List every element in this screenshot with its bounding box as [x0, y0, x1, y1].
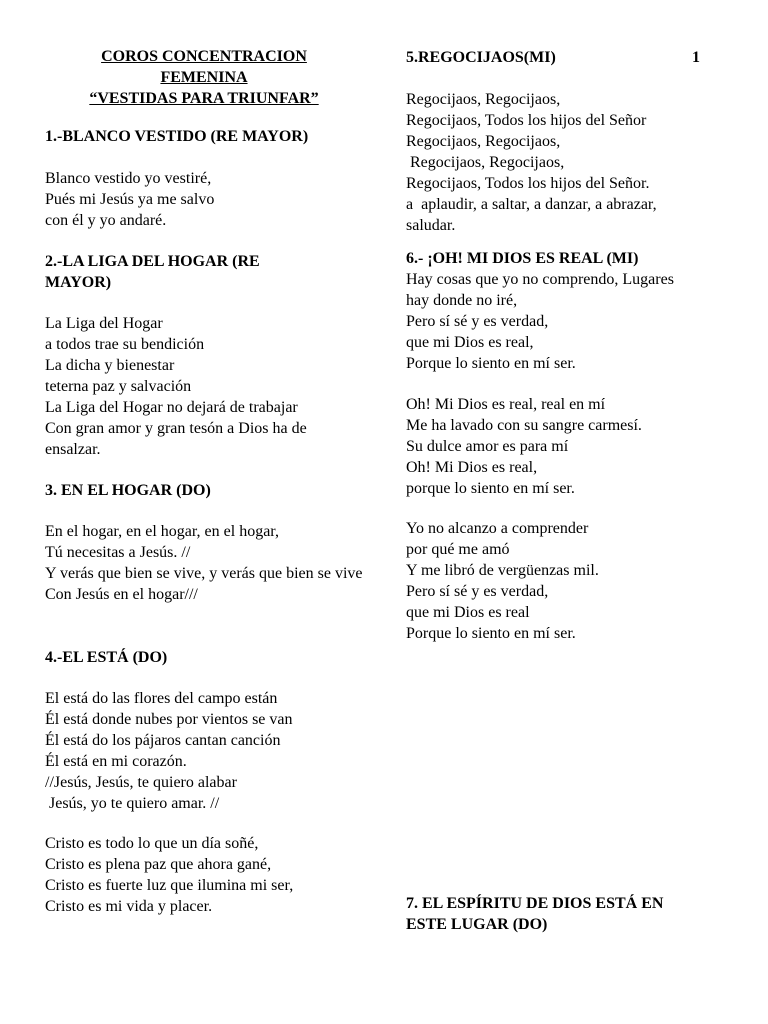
verse-line: Hay cosas que yo no comprendo, Lugares — [406, 271, 674, 288]
document-title — [45, 46, 363, 109]
verse-line: a aplaudir, a saltar, a danzar, a abrazar, — [406, 196, 657, 213]
title-line: COROS CONCENTRACION — [101, 48, 307, 65]
verse-line: La Liga del Hogar no dejará de trabajar — [45, 399, 298, 416]
song-chorus-6 — [406, 394, 706, 499]
verse-line: Y verás que bien se vive, y verás que bien se vive — [45, 565, 363, 582]
verse-line: Regocijaos, Todos los hijos del Señor — [406, 112, 647, 129]
verse-line: Yo no alcanzo a comprender — [406, 520, 589, 537]
verse-line: Oh! Mi Dios es real, — [406, 459, 538, 476]
verse-line: Su dulce amor es para mí — [406, 438, 569, 455]
verse-line: Porque lo siento en mí ser. — [406, 355, 576, 372]
verse-line: Pero sí sé y es verdad, — [406, 583, 549, 600]
verse-line: Regocijaos, Regocijaos, — [406, 154, 565, 171]
verse-line: Oh! Mi Dios es real, real en mí — [406, 396, 606, 413]
verse-line: Con gran amor y gran tesón a Dios ha de ensalzar. — [45, 420, 307, 458]
song-verse-6b — [406, 518, 706, 644]
verse-line: //Jesús, Jesús, te quiero alabar — [45, 774, 237, 791]
song-heading-5: 5.REGOCIJAOS(MI) — [406, 49, 556, 66]
song-heading-4: 4.-EL ESTÁ (DO) — [45, 649, 168, 666]
song-heading-7: 7. EL ESPÍRITU DE DIOS ESTÁ EN ESTE LUGAR (DO) — [406, 895, 664, 933]
verse-line: hay donde no iré, — [406, 292, 518, 309]
verse-line: que mi Dios es real — [406, 604, 530, 621]
song-heading-1: 1.-BLANCO VESTIDO (RE MAYOR) — [45, 128, 309, 145]
song-verse-3 — [45, 521, 365, 605]
verse-line: porque lo siento en mí ser. — [406, 480, 575, 497]
song-heading-3: 3. EN EL HOGAR (DO) — [45, 482, 211, 499]
verse-line: saludar. — [406, 217, 456, 234]
verse-line: La dicha y bienestar — [45, 357, 175, 374]
page-number: 1 — [692, 49, 700, 66]
verse-line: Me ha lavado con su sangre carmesí. — [406, 417, 642, 434]
verse-line: Cristo es plena paz que ahora gané, — [45, 856, 272, 873]
verse-line: Regocijaos, Regocijaos, — [406, 133, 561, 150]
song-heading-6: 6.- ¡OH! MI DIOS ES REAL (MI) — [406, 250, 639, 267]
verse-line: Él está donde nubes por vientos se van — [45, 711, 293, 728]
song-verse-5 — [406, 89, 706, 236]
verse-line: Y me libró de vergüenzas mil. — [406, 562, 599, 579]
verse-line: Pués mi Jesús ya me salvo — [45, 191, 215, 208]
verse-line: Regocijaos, Todos los hijos del Señor. — [406, 175, 650, 192]
song-verse-2 — [45, 313, 345, 460]
title-line: FEMENINA — [160, 69, 248, 86]
verse-line: con él y yo andaré. — [45, 212, 167, 229]
verse-line: Regocijaos, Regocijaos, — [406, 91, 561, 108]
verse-line: Él está do los pájaros cantan canción — [45, 732, 281, 749]
verse-line: La Liga del Hogar — [45, 315, 163, 332]
verse-line: Cristo es fuerte luz que ilumina mi ser, — [45, 877, 294, 894]
verse-line: Blanco vestido yo vestiré, — [45, 170, 212, 187]
verse-line: El está do las flores del campo están — [45, 690, 278, 707]
verse-line: Porque lo siento en mí ser. — [406, 625, 576, 642]
song-verse-6 — [406, 269, 706, 374]
verse-line: Cristo es todo lo que un día soñé, — [45, 835, 259, 852]
verse-line: Cristo es mi vida y placer. — [45, 898, 213, 915]
verse-line: Pero sí sé y es verdad, — [406, 313, 549, 330]
song-verse-1 — [45, 168, 365, 231]
verse-line: Él está en mi corazón. — [45, 753, 187, 770]
title-line: “VESTIDAS PARA TRIUNFAR” — [89, 90, 319, 107]
verse-line: Jesús, yo te quiero amar. // — [45, 795, 220, 812]
verse-line: por qué me amó — [406, 541, 510, 558]
verse-line: Con Jesús en el hogar/// — [45, 586, 198, 603]
verse-line: que mi Dios es real, — [406, 334, 534, 351]
song-verse-4 — [45, 688, 365, 814]
song-heading-2: 2.-LA LIGA DEL HOGAR (RE MAYOR) — [45, 253, 260, 291]
song-chorus-4 — [45, 833, 365, 917]
verse-line: En el hogar, en el hogar, en el hogar, — [45, 523, 279, 540]
verse-line: teterna paz y salvación — [45, 378, 192, 395]
verse-line: a todos trae su bendición — [45, 336, 205, 353]
verse-line: Tú necesitas a Jesús. // — [45, 544, 191, 561]
